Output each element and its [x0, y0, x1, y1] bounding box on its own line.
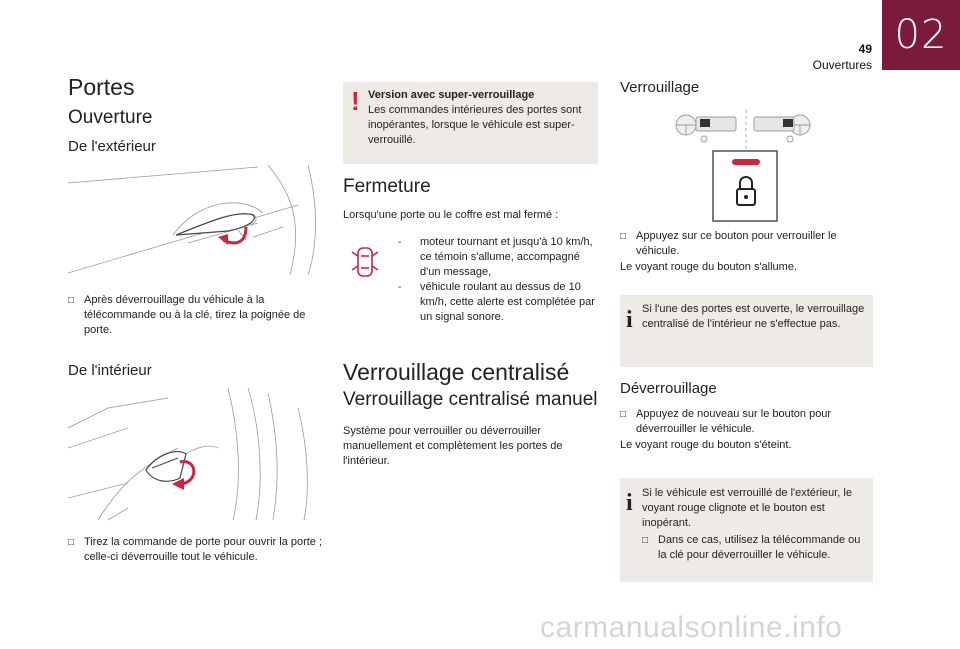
page-number: 49 — [858, 42, 872, 56]
central-lock-button-illustration — [660, 105, 830, 223]
heading-verrouillage-manuel: Verrouillage centralisé manuel — [343, 389, 598, 410]
warning-title: Version avec super-verrouillage — [368, 89, 535, 101]
subtitle-ouverture: Ouverture — [68, 107, 153, 128]
warning-text: Les commandes intérieures des portes sont inopérantes, lorsque le véhicule est super-verrouillé. — [368, 104, 582, 146]
info-icon: i — [626, 490, 633, 516]
unlock-note-bullet — [642, 533, 870, 563]
lock-bullet — [620, 229, 875, 259]
lock-bullet-text: Appuyez sur ce bouton pour verrouiller le véhicule. — [636, 230, 837, 257]
interior-bullet — [68, 535, 326, 565]
heading-fermeture: Fermeture — [343, 176, 431, 197]
section-name: Ouvertures — [812, 58, 872, 72]
unlock-info-box — [620, 478, 873, 582]
bullet-marker: □ — [68, 295, 75, 306]
fermeture-list — [398, 235, 598, 325]
fermeture-item: - moteur tournant et jusqu'à 10 km/h, ce témoin s'allume, accompagné d'un message, — [398, 235, 598, 280]
lock-note-text: Si l'une des portes est ouverte, le verrouillage centralisé de l'intérieur ne s'effectue pas. — [642, 303, 865, 330]
lock-result: Le voyant rouge du bouton s'allume. — [620, 261, 797, 273]
fermeture-item: - véhicule roulant au dessus de 10 km/h, cette alerte est complétée par un signal sonore. — [398, 280, 598, 325]
unlock-bullet-text: Appuyez de nouveau sur le bouton pour déverrouiller le véhicule. — [636, 408, 832, 435]
watermark: carmanualsonline.info — [540, 611, 843, 644]
bullet-marker: □ — [620, 231, 627, 242]
interior-bullet-text: Tirez la commande de porte pour ouvrir la porte ; celle-ci déverrouille tout le véhicule. — [84, 536, 323, 563]
unlock-bullet — [620, 407, 875, 437]
warning-icon: ! — [351, 86, 360, 116]
manual-text: Système pour verrouiller ou déverrouiller manuellement et complètement les portes de l'intérieur. — [343, 425, 563, 467]
exterior-bullet — [68, 293, 326, 338]
info-icon: i — [626, 307, 633, 333]
bullet-marker: □ — [68, 537, 75, 548]
bullet-marker: □ — [642, 535, 649, 546]
door-handle-interior-illustration — [68, 388, 322, 522]
handle-shape — [176, 214, 254, 235]
page-title: Portes — [68, 74, 135, 100]
heading-verrouillage-centralise: Verrouillage centralisé — [343, 359, 570, 385]
door-handle-exterior-illustration — [68, 165, 322, 275]
bullet-marker: □ — [620, 409, 627, 420]
heading-verrouillage: Verrouillage — [620, 79, 700, 96]
lock-button-led — [732, 159, 760, 165]
lock-info-box — [620, 295, 873, 367]
interior-handle-shape — [146, 452, 186, 482]
fermeture-item-text: véhicule roulant au dessus de 10 km/h, cette alerte est complétée par un signal sonore. — [420, 281, 595, 323]
unlock-note-bullet-text: Dans ce cas, utilisez la télécommande ou la clé pour déverrouiller le véhicule. — [658, 534, 861, 561]
door-open-warning-icon — [350, 244, 380, 280]
unlock-note-text: Si le véhicule est verrouillé de l'extérieur, le voyant rouge clignote et le bouton est inopérant. — [642, 487, 852, 529]
chapter-number: 02 — [882, 0, 960, 70]
heading-exterior: De l'extérieur — [68, 138, 156, 155]
heading-deverrouillage: Déverrouillage — [620, 380, 717, 397]
warning-box — [343, 82, 598, 164]
heading-interior: De l'intérieur — [68, 362, 152, 379]
unlock-result: Le voyant rouge du bouton s'éteint. — [620, 439, 792, 451]
fermeture-intro: Lorsqu'une porte ou le coffre est mal fermé : — [343, 209, 559, 221]
fermeture-item-text: moteur tournant et jusqu'à 10 km/h, ce témoin s'allume, accompagné d'un message, — [420, 236, 593, 278]
exterior-bullet-text: Après déverrouillage du véhicule à la télécommande ou à la clé, tirez la poignée de porte. — [84, 294, 306, 336]
